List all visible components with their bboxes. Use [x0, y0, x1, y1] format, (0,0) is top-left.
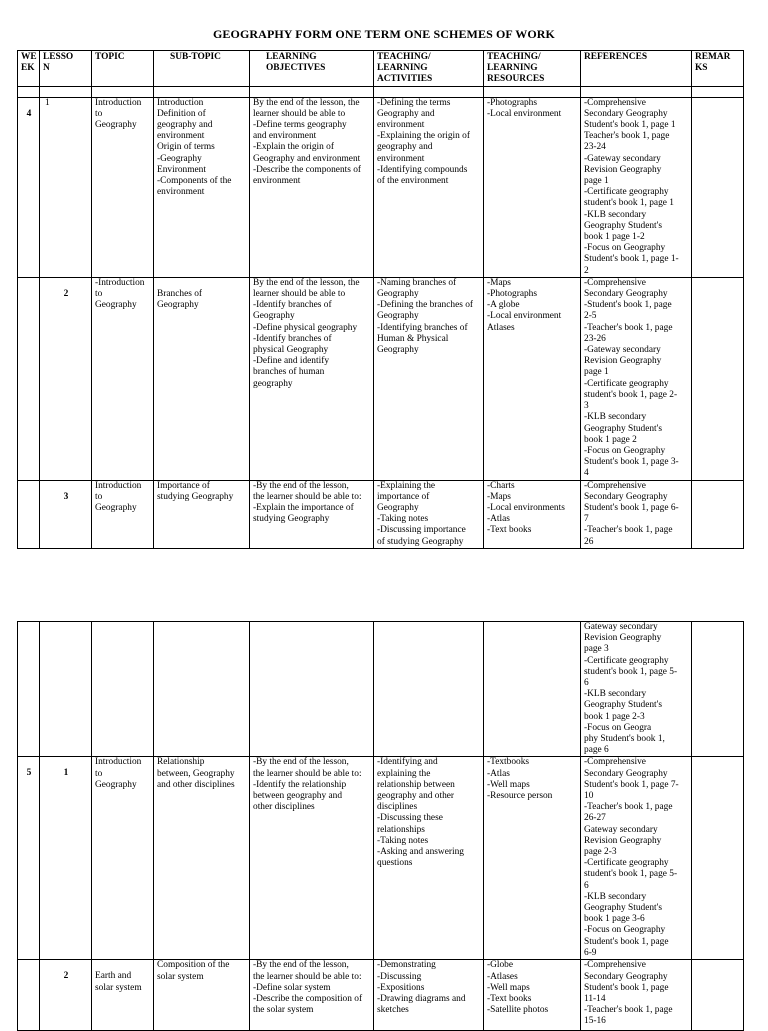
lesson-cell	[40, 480, 92, 548]
references-cell: -Comprehensive Secondary Geography Student's book 1, page 6- 7 -Teacher's book 1, page 26	[581, 480, 692, 548]
objectives-cell: -By the end of the lesson, the learner should be able to: -Identify the relationship between geography and other disciplines	[250, 757, 374, 960]
header-row	[18, 51, 744, 87]
resources-cell: -Globe -Atlases -Well maps -Text books -Satellite photos	[484, 960, 581, 1031]
header-remarks: REMAR KS	[692, 51, 744, 87]
remarks-cell	[692, 277, 744, 480]
header-activities: TEACHING/ LEARNING ACTIVITIES	[374, 51, 484, 87]
activities-cell: -Demonstrating -Discussing -Expositions -Drawing diagrams and sketches	[374, 960, 484, 1031]
table-row	[18, 277, 744, 480]
objectives-cell: -By the end of the lesson, the learner should be able to: -Explain the importance of studying Geography	[250, 480, 374, 548]
header-references: REFERENCES	[581, 51, 692, 87]
resources-cell: -Maps -Photographs -A globe -Local environment Atlases	[484, 277, 581, 480]
week-cell	[18, 757, 40, 960]
resources-cell: -Photographs -Local environment	[484, 97, 581, 277]
remarks-cell	[692, 757, 744, 960]
lesson-cell: 1	[40, 97, 92, 277]
lesson-cell	[40, 757, 92, 960]
spacer-cell	[40, 86, 92, 97]
spacer-cell	[692, 86, 744, 97]
header-topic: TOPIC	[92, 51, 154, 87]
activities-cell: -Naming branches of Geography -Defining the branches of Geography -Identifying branches of Human & Physical Geography	[374, 277, 484, 480]
lesson-number: 1	[63, 768, 69, 779]
lesson-number: 2	[63, 288, 69, 299]
header-week: WE EK	[18, 51, 40, 87]
topic-cell	[92, 960, 154, 1031]
header-objectives: LEARNING OBJECTIVES	[250, 51, 374, 87]
remarks-cell	[692, 480, 744, 548]
remarks-cell	[692, 960, 744, 1031]
references-cell: -Comprehensive Secondary Geography Student's book 1, page 11-14 -Teacher's book 1, page 15-16	[581, 960, 692, 1031]
lesson-cell	[40, 277, 92, 480]
subtopic-cell	[154, 277, 250, 480]
subtopic-cell: Introduction Definition of geography and environment Origin of terms -Geography Environment -Components of the environment	[154, 97, 250, 277]
topic-cell: -Introduction to Geography	[92, 277, 154, 480]
lesson-cell	[40, 622, 92, 757]
remarks-cell	[692, 622, 744, 757]
topic-cell: Introduction to Geography	[92, 97, 154, 277]
spacer-cell	[581, 86, 692, 97]
activities-cell: -Explaining the importance of Geography -Taking notes -Discussing importance of studying Geography	[374, 480, 484, 548]
references-cell: -Comprehensive Secondary Geography Student's book 1, page 7- 10 -Teacher's book 1, page 26-27 Gateway secondary Revision Geography page 2-3 -Certificate geography student's book 1, page 5- 6 -KLB secondary Geography Student's book 1 page 3-6 -Focus on Geography Student's book 1, page 6-9	[581, 757, 692, 960]
topic-cell: Introduction to Geography	[92, 757, 154, 960]
week-cell	[18, 277, 40, 480]
document-title: GEOGRAPHY FORM ONE TERM ONE SCHEMES OF WORK	[213, 27, 555, 41]
subtopic-cell: Relationship between, Geography and other disciplines	[154, 757, 250, 960]
objectives-cell: -By the end of the lesson, the learner should be able to: -Define solar system -Describe the composition of the solar system	[250, 960, 374, 1031]
lesson-cell	[40, 960, 92, 1031]
resources-cell: -Textbooks -Atlas -Well maps -Resource person	[484, 757, 581, 960]
week-cell	[18, 480, 40, 548]
references-cell: -Comprehensive Secondary Geography Student's book 1, page 1 Teacher's book 1, page 23-24 -Gateway secondary Revision Geography page 1 -Certificate geography student's book 1, page 1 -KLB secondary Geography Student's book 1 page 1-2 -Focus on Geography Student's book 1, page 1- 2	[581, 97, 692, 277]
subtopic-cell	[154, 622, 250, 757]
resources-cell	[484, 622, 581, 757]
spacer-cell	[484, 86, 581, 97]
activities-cell	[374, 622, 484, 757]
spacer-cell	[18, 86, 40, 97]
resources-cell: -Charts -Maps -Local environments -Atlas -Text books	[484, 480, 581, 548]
lesson-number: 3	[63, 491, 69, 502]
spacer-cell	[92, 86, 154, 97]
spacer-cell	[250, 86, 374, 97]
week-cell	[18, 960, 40, 1031]
table-row	[18, 960, 744, 1031]
header-subtopic: SUB-TOPIC	[154, 51, 250, 87]
week-cell	[18, 622, 40, 757]
table-row	[18, 622, 744, 757]
activities-cell: -Identifying and explaining the relationship between geography and other disciplines -Discussing these relationships -Taking notes -Asking and answering questions	[374, 757, 484, 960]
header-resources: TEACHING/ LEARNING RESOURCES	[484, 51, 581, 87]
table-row	[18, 97, 744, 277]
spacer-cell	[154, 86, 250, 97]
lesson-number: 2	[63, 971, 69, 982]
week-number: 4	[26, 108, 32, 119]
remarks-cell	[692, 97, 744, 277]
subtopic-cell: Importance of studying Geography	[154, 480, 250, 548]
topic-text: Earth and solar system	[95, 971, 142, 993]
references-cell: -Comprehensive Secondary Geography -Student's book 1, page 2-5 -Teacher's book 1, page 23-26 -Gateway secondary Revision Geography page 1 -Certificate geography student's book 1, page 2- 3 -KLB secondary Geography Student's book 1 page 2 -Focus on Geography Student's book 1, page 3- 4	[581, 277, 692, 480]
objectives-cell: By the end of the lesson, the learner should be able to -Define terms geography and environment -Explain the origin of Geography and environment -Describe the components of environment	[250, 97, 374, 277]
schemes-table-page-1	[17, 50, 744, 549]
header-lesson: LESSO N	[40, 51, 92, 87]
objectives-cell: By the end of the lesson, the learner should be able to -Identify branches of Geography -Define physical geography -Identify branches of physical Geography -Define and identify branches of human geography	[250, 277, 374, 480]
spacer-cell	[374, 86, 484, 97]
topic-cell	[92, 622, 154, 757]
spacer-row	[18, 86, 744, 97]
objectives-cell	[250, 622, 374, 757]
activities-cell: -Defining the terms Geography and environment -Explaining the origin of geography and environment -Identifying compounds of the environment	[374, 97, 484, 277]
references-cell: Gateway secondary Revision Geography page 3 -Certificate geography student's book 1, page 5- 6 -KLB secondary Geography Student's book 1 page 2-3 -Focus on Geogra phy Student's book 1, page 6	[581, 622, 692, 757]
table-row	[18, 480, 744, 548]
schemes-table-page-2	[17, 621, 744, 1031]
subtopic-cell: Composition of the solar system	[154, 960, 250, 1031]
topic-cell: Introduction to Geography	[92, 480, 154, 548]
table-row	[18, 757, 744, 960]
subtopic-text: Branches of Geography	[157, 288, 203, 311]
week-number: 5	[26, 768, 32, 779]
week-cell	[18, 97, 40, 277]
